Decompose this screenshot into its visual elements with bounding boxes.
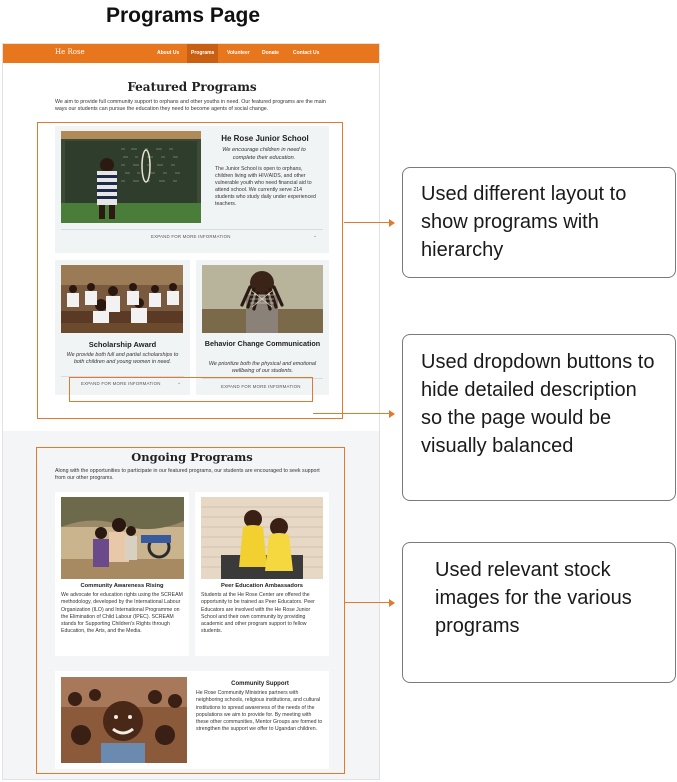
community-awareness-body: We advocate for education rights using the SCREAM methodology, developed by the International Labour Organization (ILO) and International Programme on the Elimination of Child Labour (IPEC). SCREAM stands for Supporting Children's Rights through Education, the Arts, and the Media.: [61, 592, 183, 635]
peer-education-body: Students at the He Rose Center are offered the opportunity to be trained as Peer Educators. Peer Educators are involved with the He Rose Junior School and their own community by providing academic and other program support to fellow students.: [201, 592, 315, 635]
arrow-line: [345, 602, 390, 603]
junior-school-title: He Rose Junior School: [221, 134, 309, 143]
behavior-change-expand-button[interactable]: EXPAND FOR MORE INFORMATION: [221, 384, 301, 389]
annotation-layout-note: Used different layout to show programs with hierarchy: [402, 167, 676, 278]
ongoing-title: Ongoing Programs: [131, 450, 253, 464]
junior-school-expand-button[interactable]: EXPAND FOR MORE INFORMATION: [151, 234, 231, 239]
annotation-dropdown-note: Used dropdown buttons to hide detailed description so the page would be visually balanced: [402, 334, 676, 501]
junior-school-body: The Junior School is open to orphans, children living with HIV/AIDS, and other vulnerable youth who need financial aid to attend school. We currently serve 214 students who study daily under experienced teachers.: [215, 166, 316, 207]
junior-school-tagline: We encourage children in need to complete their education.: [222, 147, 306, 161]
community-support-title: Community Support: [231, 681, 289, 687]
scholarship-expand-button[interactable]: EXPAND FOR MORE INFORMATION: [81, 381, 161, 386]
ongoing-intro: Along with the opportunities to participate in our featured programs, our students are encouraged to seek support from our other programs.: [55, 468, 320, 481]
arrow-right-icon: [389, 219, 395, 227]
chevron-down-icon[interactable]: ⌄: [177, 380, 182, 386]
ongoing-highlight-box: [36, 447, 345, 774]
featured-intro: We aim to provide full community support to orphans and other youths in need. Our featured programs are the main ways our students can pursue the education they need to become agents of social change.: [55, 99, 326, 112]
featured-highlight-box: [37, 122, 343, 419]
community-awareness-title: Community Awareness Rising: [80, 583, 164, 589]
arrow-right-icon: [389, 599, 395, 607]
scholarship-title: Scholarship Award: [88, 340, 157, 349]
nav-contact-us[interactable]: Contact Us: [293, 50, 320, 56]
featured-title: Featured Programs: [127, 80, 257, 94]
expand-highlight-box: [69, 377, 313, 402]
peer-education-title: Peer Education Ambassadors: [221, 583, 303, 589]
nav-volunteer[interactable]: Volunteer: [227, 50, 250, 56]
arrow-right-icon: [389, 410, 395, 418]
arrow-line: [313, 413, 390, 414]
brand-logo[interactable]: He Rose: [55, 48, 85, 56]
nav-about-us[interactable]: About Us: [157, 50, 180, 56]
community-support-body: He Rose Community Ministries partners with neighboring schools, religious institutions, and cultural institutions to spread awareness of the needs of the populations we aim to provide for. By meeting with these other communities, Mentor Groups are formed to strengthen the support we offer to Ugandan children.: [196, 690, 323, 733]
page-heading: Programs Page: [106, 4, 261, 27]
arrow-line: [344, 222, 390, 223]
nav-programs[interactable]: Programs: [187, 44, 218, 63]
navbar: [3, 44, 380, 63]
behavior-change-tagline: We prioritize both the physical and emotional wellbeing of our students.: [208, 361, 317, 374]
annotation-images-note: Used relevant stock images for the various programs: [402, 542, 676, 683]
nav-donate[interactable]: Donate: [262, 50, 279, 56]
chevron-down-icon[interactable]: ⌄: [313, 233, 318, 239]
behavior-change-title: Behavior Change Communication: [204, 339, 321, 348]
scholarship-tagline: We provide both full and partial scholarships to both children and young women in need.: [66, 352, 179, 365]
